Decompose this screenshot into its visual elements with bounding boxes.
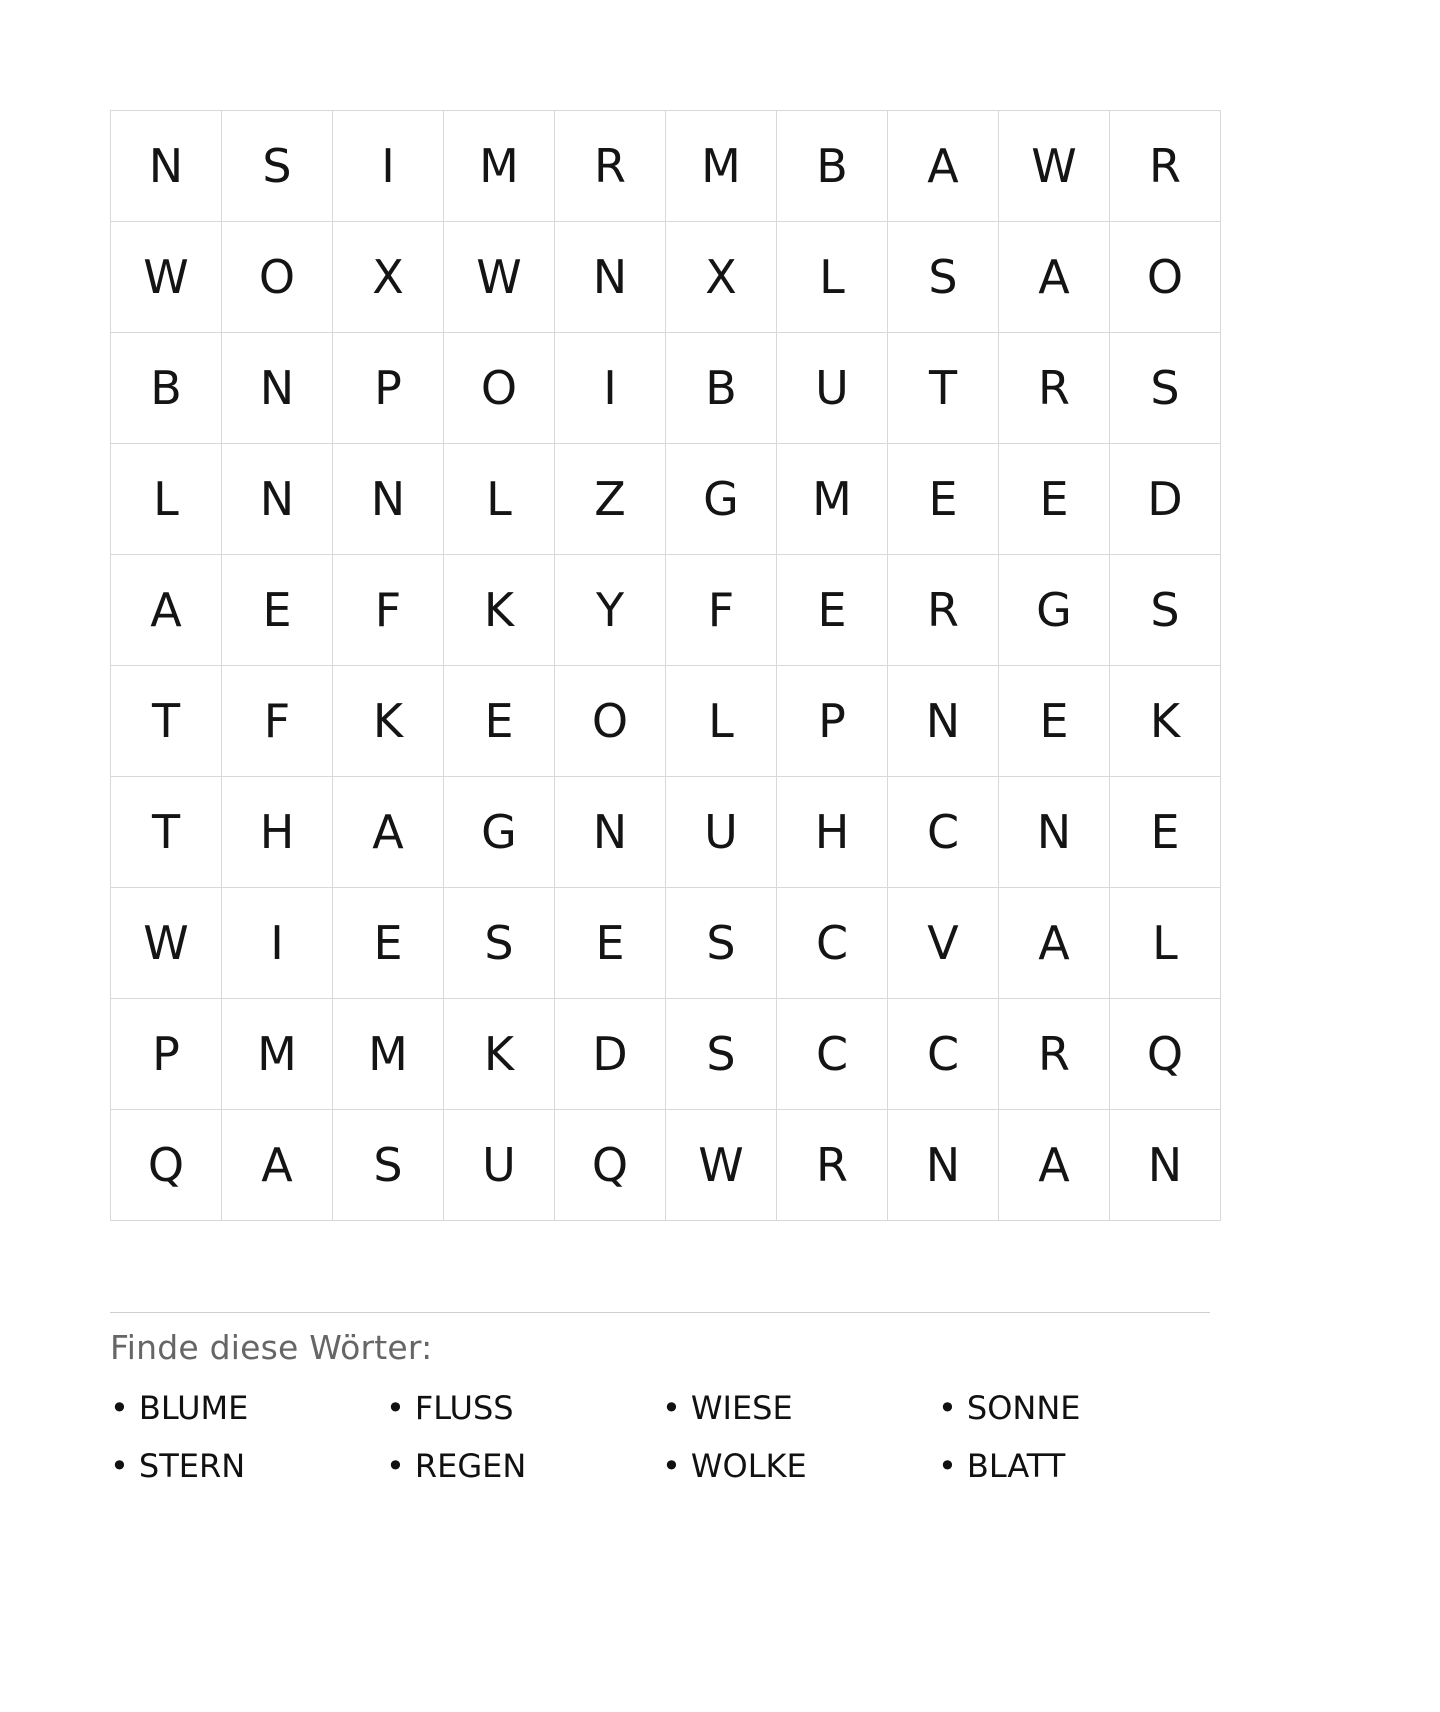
letter-cell[interactable]: S (888, 222, 999, 333)
letter-cell[interactable]: N (888, 1110, 999, 1221)
letter-cell[interactable]: Q (1110, 999, 1221, 1110)
letter-cell[interactable]: A (999, 222, 1110, 333)
letter-cell[interactable]: W (666, 1110, 777, 1221)
letter-cell[interactable]: M (222, 999, 333, 1110)
bullet-icon: • (386, 1389, 405, 1427)
letter-cell[interactable]: K (1110, 666, 1221, 777)
letter-row (111, 1110, 1221, 1221)
bullet-icon: • (662, 1447, 681, 1485)
letter-cell[interactable]: N (1110, 1110, 1221, 1221)
letter-cell[interactable]: E (999, 444, 1110, 555)
word-label: STERN (138, 1447, 246, 1485)
letter-cell[interactable]: A (999, 888, 1110, 999)
letter-cell[interactable]: O (444, 333, 555, 444)
bullet-icon: • (938, 1389, 957, 1427)
letter-cell[interactable]: H (777, 777, 888, 888)
letter-cell[interactable]: W (444, 222, 555, 333)
letter-row (111, 666, 1221, 777)
letter-cell[interactable]: C (888, 999, 999, 1110)
letter-cell[interactable]: K (333, 666, 444, 777)
letter-cell[interactable]: K (444, 555, 555, 666)
letter-cell[interactable]: E (1110, 777, 1221, 888)
letter-cell[interactable]: S (666, 999, 777, 1110)
letter-cell[interactable]: I (555, 333, 666, 444)
letter-cell[interactable]: B (111, 333, 222, 444)
letter-cell[interactable]: E (777, 555, 888, 666)
bullet-icon: • (386, 1447, 405, 1485)
letter-cell[interactable]: R (1110, 111, 1221, 222)
letter-cell[interactable]: C (777, 999, 888, 1110)
word-label: BLATT (966, 1447, 1066, 1485)
letter-row (111, 888, 1221, 999)
word-label: WIESE (690, 1389, 793, 1427)
word-list-item[interactable] (938, 1389, 1214, 1427)
letter-cell[interactable]: R (777, 1110, 888, 1221)
letter-cell[interactable]: S (1110, 333, 1221, 444)
letter-row (111, 333, 1221, 444)
letter-row (111, 777, 1221, 888)
letter-cell[interactable]: S (222, 111, 333, 222)
letter-cell[interactable]: E (444, 666, 555, 777)
letter-cell[interactable]: L (444, 444, 555, 555)
word-label: FLUSS (414, 1389, 514, 1427)
letter-cell[interactable]: X (333, 222, 444, 333)
section-divider (110, 1312, 1210, 1313)
letter-row (111, 555, 1221, 666)
letter-cell[interactable]: W (111, 222, 222, 333)
word-list-section (110, 1328, 1210, 1485)
letter-cell[interactable]: O (1110, 222, 1221, 333)
word-search-puzzle (110, 110, 1210, 1221)
letter-cell[interactable]: P (777, 666, 888, 777)
letter-cell[interactable]: N (111, 111, 222, 222)
letter-cell[interactable]: N (222, 444, 333, 555)
letter-cell[interactable]: M (777, 444, 888, 555)
letter-cell[interactable]: N (888, 666, 999, 777)
letter-cell[interactable]: R (999, 333, 1110, 444)
letter-cell[interactable]: I (222, 888, 333, 999)
word-list (110, 1389, 1210, 1485)
letter-cell[interactable]: B (777, 111, 888, 222)
word-list-item[interactable] (110, 1389, 386, 1427)
letter-cell[interactable]: E (555, 888, 666, 999)
bullet-icon: • (938, 1447, 957, 1485)
word-label: REGEN (414, 1447, 527, 1485)
letter-cell[interactable]: A (888, 111, 999, 222)
letter-cell[interactable]: Z (555, 444, 666, 555)
letter-grid-body (111, 111, 1221, 1221)
letter-cell[interactable]: G (444, 777, 555, 888)
letter-cell[interactable]: N (555, 222, 666, 333)
letter-cell[interactable]: E (999, 666, 1110, 777)
bullet-icon: • (110, 1389, 129, 1427)
letter-cell[interactable]: I (333, 111, 444, 222)
word-list-item[interactable] (386, 1447, 662, 1485)
letter-cell[interactable]: W (999, 111, 1110, 222)
letter-cell[interactable]: R (999, 999, 1110, 1110)
word-list-item[interactable] (662, 1447, 938, 1485)
letter-cell[interactable]: E (888, 444, 999, 555)
letter-row (111, 111, 1221, 222)
word-list-item[interactable] (386, 1389, 662, 1427)
letter-cell[interactable]: Q (111, 1110, 222, 1221)
letter-cell[interactable]: A (333, 777, 444, 888)
word-list-item[interactable] (938, 1447, 1214, 1485)
letter-cell[interactable]: F (666, 555, 777, 666)
letter-row (111, 444, 1221, 555)
letter-cell[interactable]: L (777, 222, 888, 333)
letter-cell[interactable]: R (888, 555, 999, 666)
letter-cell[interactable]: D (1110, 444, 1221, 555)
letter-cell[interactable]: N (222, 333, 333, 444)
letter-cell[interactable]: S (666, 888, 777, 999)
letter-cell[interactable]: S (1110, 555, 1221, 666)
bullet-icon: • (110, 1447, 129, 1485)
bullet-icon: • (662, 1389, 681, 1427)
letter-cell[interactable]: P (333, 333, 444, 444)
letter-cell[interactable]: T (111, 666, 222, 777)
letter-cell[interactable]: N (555, 777, 666, 888)
word-label: WOLKE (690, 1447, 807, 1485)
letter-row (111, 222, 1221, 333)
letter-cell[interactable]: D (555, 999, 666, 1110)
word-label: BLUME (138, 1389, 249, 1427)
letter-cell[interactable]: A (111, 555, 222, 666)
word-list-title: Finde diese Wörter: (110, 1328, 433, 1367)
letter-cell[interactable]: T (888, 333, 999, 444)
letter-cell[interactable]: S (444, 888, 555, 999)
letter-cell[interactable]: M (444, 111, 555, 222)
letter-cell[interactable]: B (666, 333, 777, 444)
word-label: SONNE (966, 1389, 1081, 1427)
letter-cell[interactable]: L (666, 666, 777, 777)
letter-cell[interactable]: U (777, 333, 888, 444)
letter-cell[interactable]: H (222, 777, 333, 888)
letter-cell[interactable]: G (999, 555, 1110, 666)
letter-cell[interactable]: O (555, 666, 666, 777)
letter-cell[interactable]: N (333, 444, 444, 555)
letter-cell[interactable]: R (555, 111, 666, 222)
letter-cell[interactable]: L (1110, 888, 1221, 999)
letter-cell[interactable]: N (999, 777, 1110, 888)
letter-cell[interactable]: M (333, 999, 444, 1110)
letter-cell[interactable]: O (222, 222, 333, 333)
letter-cell[interactable]: F (333, 555, 444, 666)
letter-cell[interactable]: C (888, 777, 999, 888)
letter-cell[interactable]: U (444, 1110, 555, 1221)
letter-cell[interactable]: A (222, 1110, 333, 1221)
letter-cell[interactable]: A (999, 1110, 1110, 1221)
letter-cell[interactable]: W (111, 888, 222, 999)
letter-cell[interactable]: X (666, 222, 777, 333)
letter-cell[interactable]: E (333, 888, 444, 999)
letter-cell[interactable]: F (222, 666, 333, 777)
letter-cell[interactable]: U (666, 777, 777, 888)
letter-cell[interactable]: S (333, 1110, 444, 1221)
word-list-item[interactable] (662, 1389, 938, 1427)
letter-cell[interactable]: L (111, 444, 222, 555)
letter-cell[interactable]: C (777, 888, 888, 999)
word-list-item[interactable] (110, 1447, 386, 1485)
letter-cell[interactable]: T (111, 777, 222, 888)
letter-cell[interactable]: Y (555, 555, 666, 666)
letter-cell[interactable]: G (666, 444, 777, 555)
letter-grid (110, 110, 1221, 1221)
letter-cell[interactable]: V (888, 888, 999, 999)
letter-row (111, 999, 1221, 1110)
letter-cell[interactable]: K (444, 999, 555, 1110)
letter-cell[interactable]: P (111, 999, 222, 1110)
letter-cell[interactable]: E (222, 555, 333, 666)
letter-cell[interactable]: M (666, 111, 777, 222)
letter-cell[interactable]: Q (555, 1110, 666, 1221)
